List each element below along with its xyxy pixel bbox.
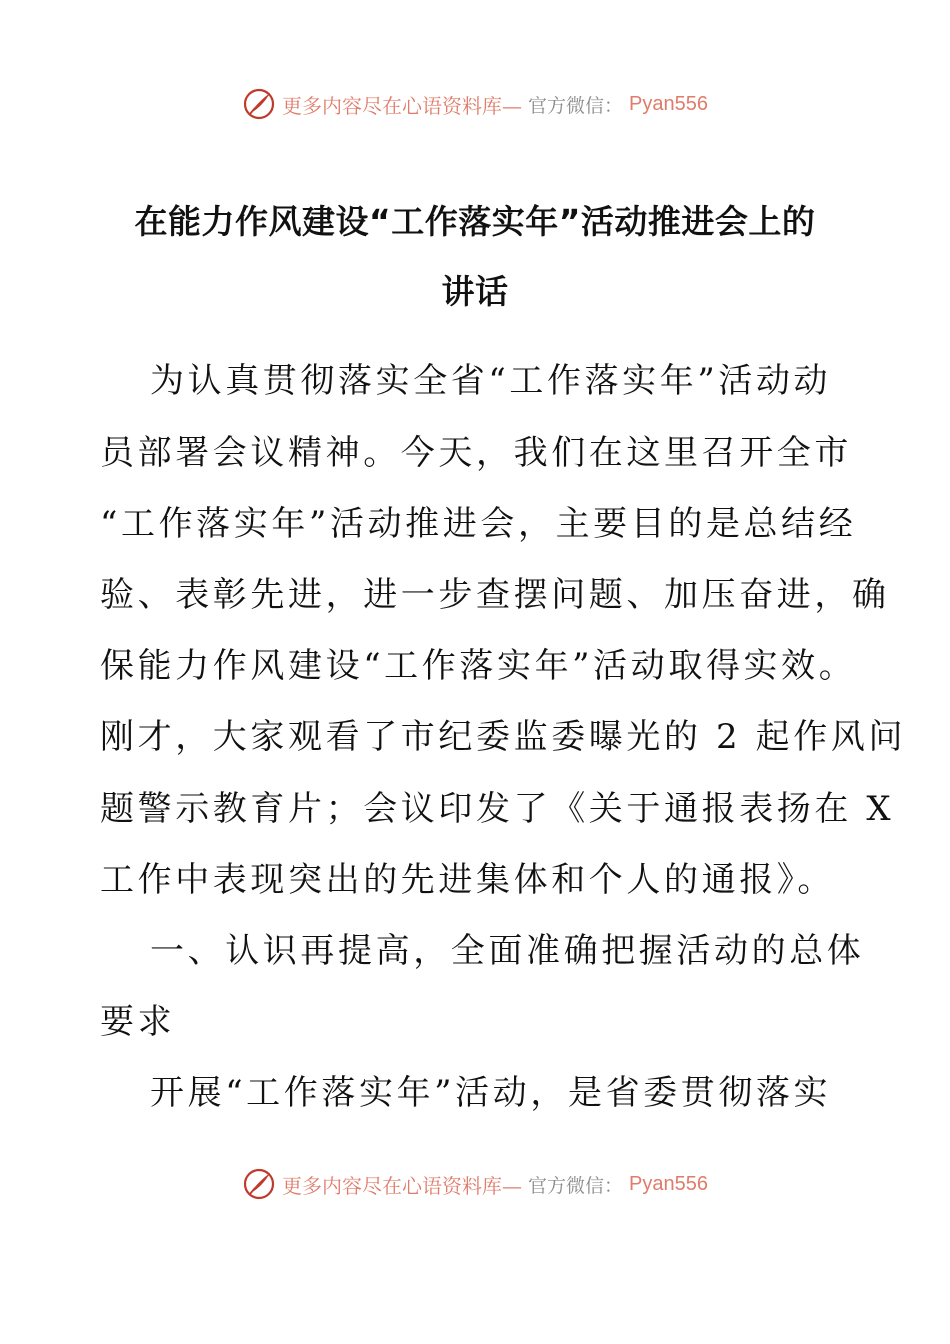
watermark-official-text: 官方微信： [528, 94, 624, 117]
document-title-line-1: 在能力作风建设“工作落实年”活动推进会上的 [134, 202, 816, 241]
body-line: 保能力作风建设“工作落实年”活动取得实效。 [100, 646, 857, 686]
document-title-line-2: 讲话 [441, 272, 509, 311]
body-line: 验、表彰先进，进一步查摆问题、加压奋进，确 [100, 575, 890, 615]
body-line: 工作中表现突出的先进集体和个人的通报》。 [100, 860, 835, 900]
body-line: 开展“工作落实年”活动，是省委贯彻落实 [150, 1073, 832, 1113]
watermark-brand-text: 更多内容尽在心语资料库— [282, 1173, 522, 1198]
quill-logo-icon [242, 1167, 276, 1201]
body-line: 员部署会议精神。今天，我们在这里召开全市 [100, 433, 852, 473]
footer-watermark [0, 1164, 950, 1204]
section-heading-line: 要求 [100, 1002, 176, 1042]
watermark-wechat-id: Pyan556 [629, 92, 708, 115]
watermark-brand-text: 更多内容尽在心语资料库— [282, 93, 522, 118]
watermark-official-text: 官方微信： [528, 1174, 624, 1197]
watermark-wechat-id: Pyan556 [629, 1172, 708, 1195]
body-line: 题警示教育片；会议印发了《关于通报表扬在 X [100, 789, 895, 829]
section-heading-line: 一、认识再提高，全面准确把握活动的总体 [150, 931, 865, 971]
body-line: 为认真贯彻落实全省“工作落实年”活动动 [150, 361, 832, 401]
body-line: “工作落实年”活动推进会，主要目的是总结经 [100, 504, 857, 544]
header-watermark [0, 84, 950, 124]
body-line: 刚才，大家观看了市纪委监委曝光的 2 起作风问 [100, 717, 907, 757]
quill-logo-icon [242, 87, 276, 121]
